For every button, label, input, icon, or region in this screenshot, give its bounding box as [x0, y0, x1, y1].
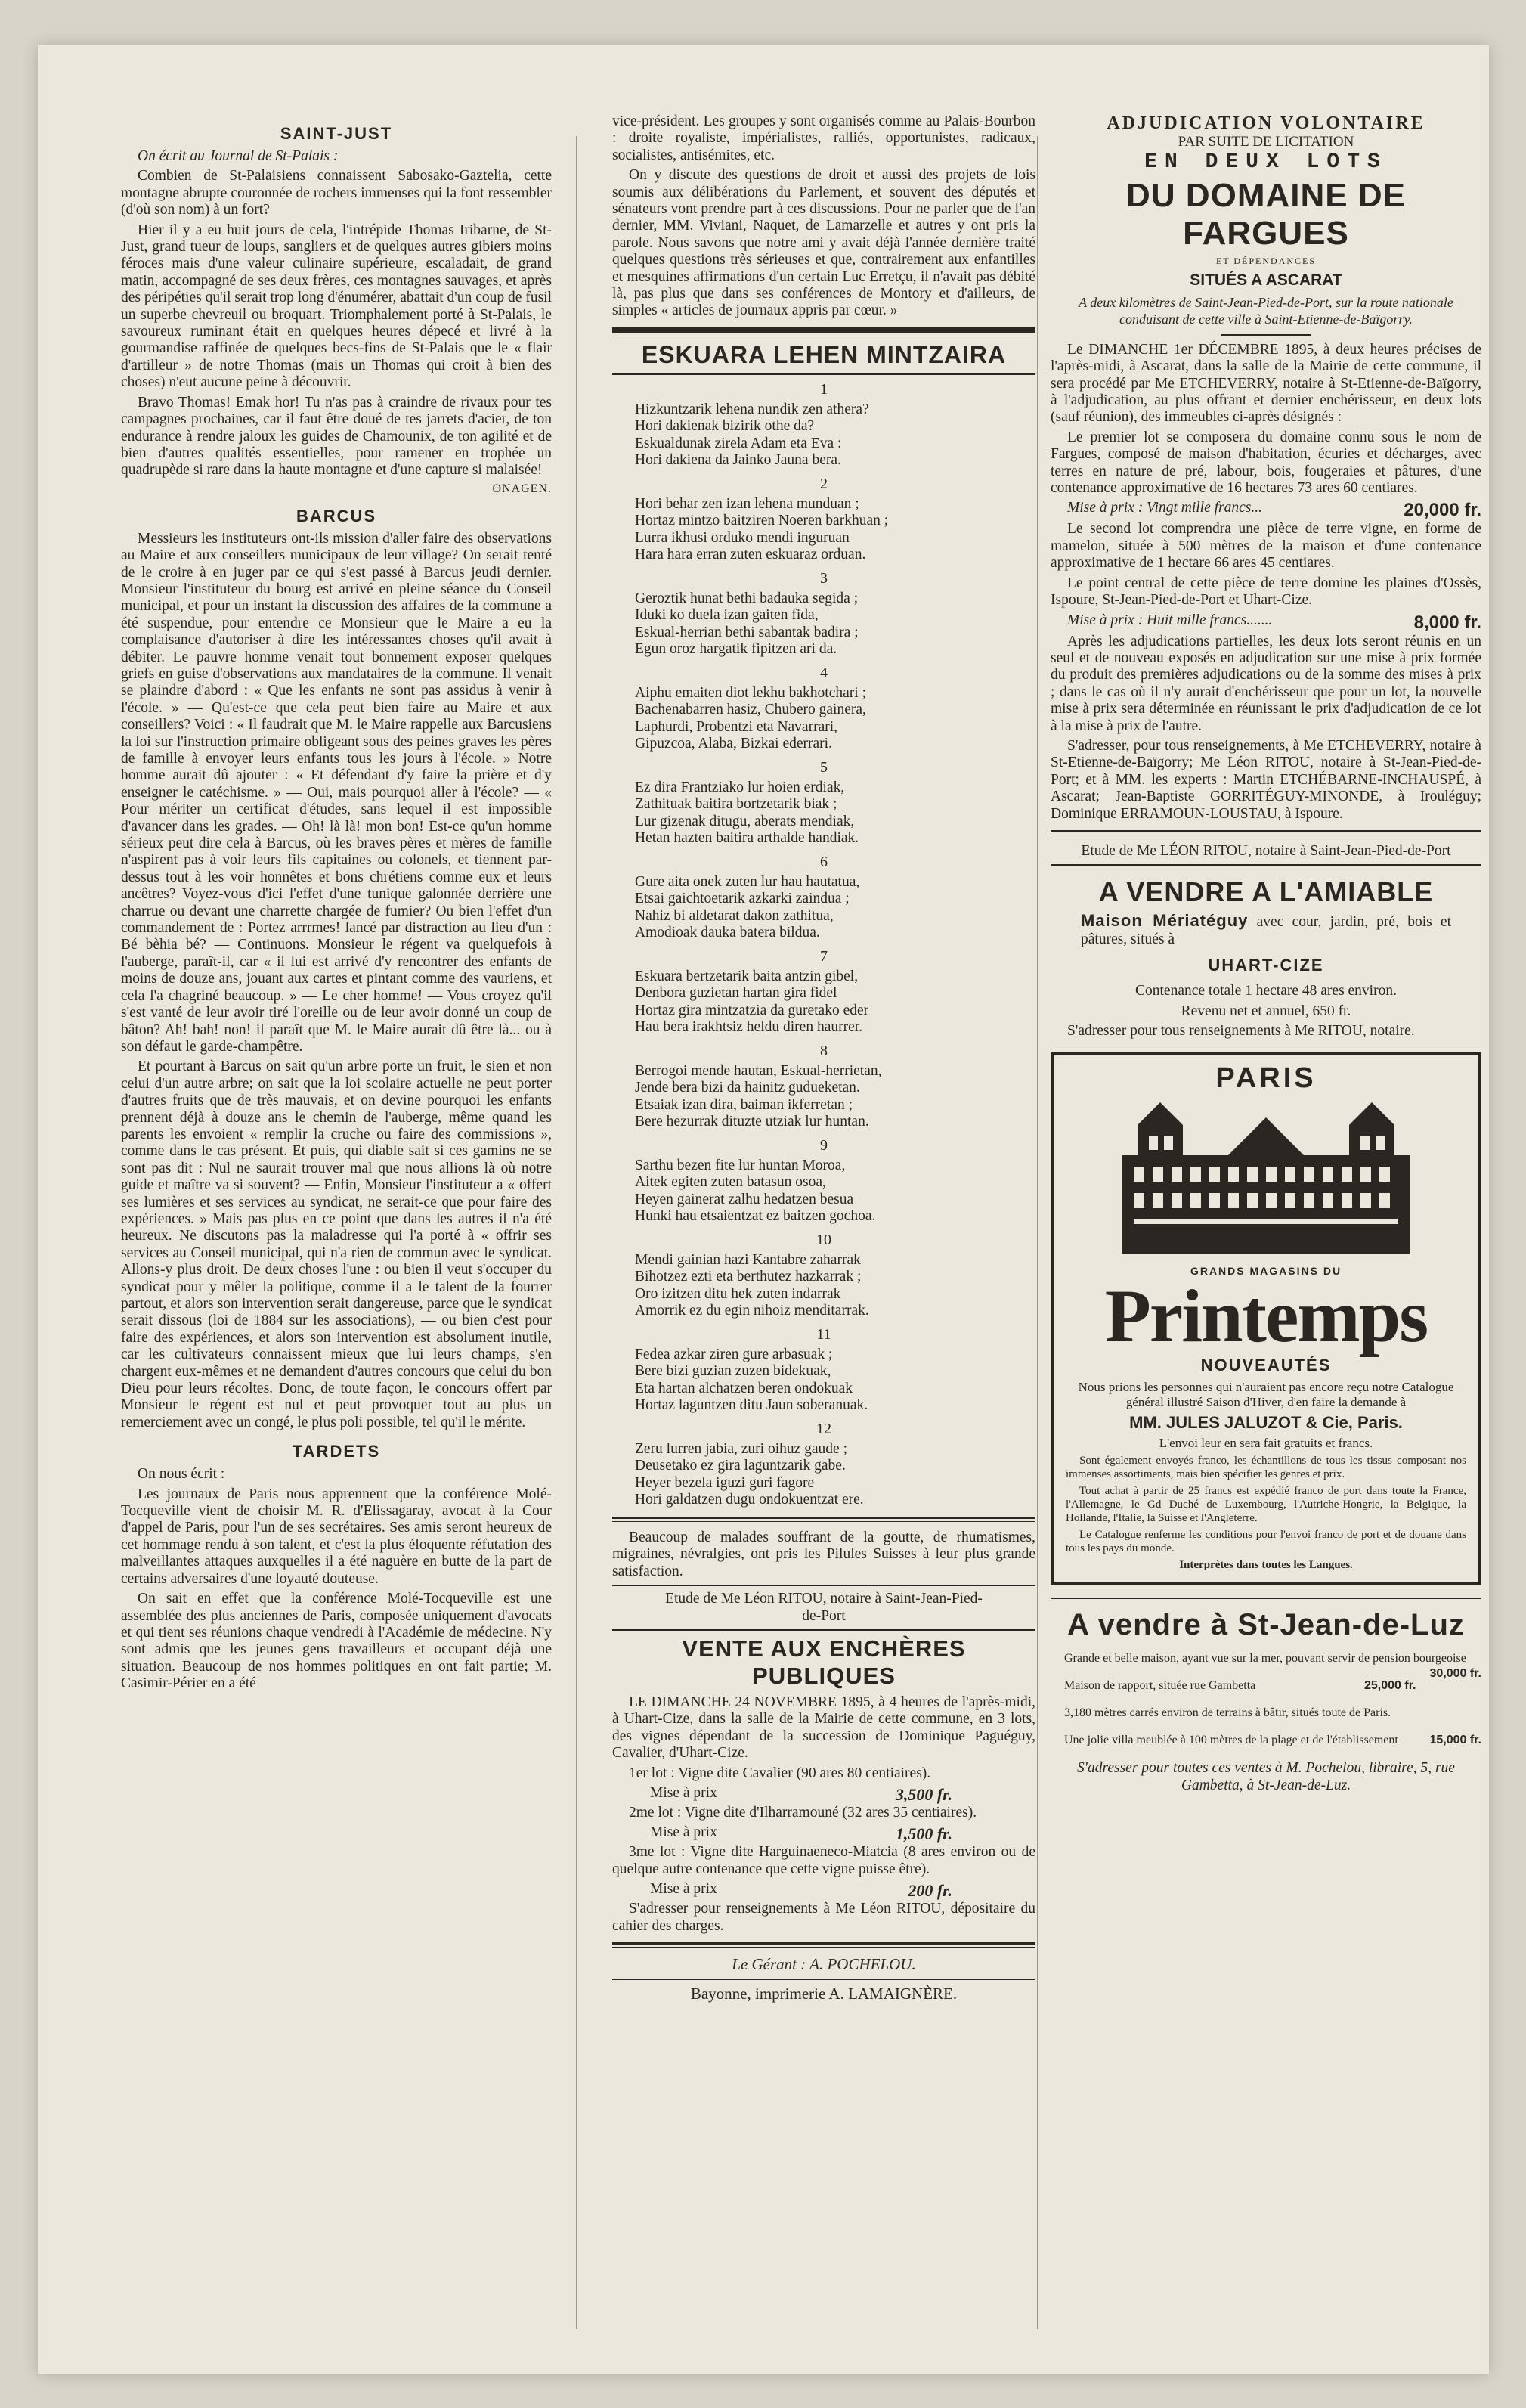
column-2: [612, 113, 1035, 2004]
poem-line: Lurra ikhusi orduko mendi inguruan: [635, 529, 850, 546]
lot1-price-row: [1051, 500, 1481, 521]
poem-line: Hara hara erran zuten eskuaraz orduan.: [635, 547, 866, 563]
price-value: 1,500 fr.: [895, 1824, 952, 1844]
sjdl-item-price: 30,000 fr.: [1429, 1667, 1481, 1681]
paragraph: Le point central de cette pièce de terre domine les plaines d'Ossès, Ispoure, St-Jean-Pied-de-Port et Uhart-Cize.: [1051, 575, 1481, 609]
divider: [1051, 830, 1481, 835]
poem-line: Hortaz gira mintzatzia da guretako eder: [635, 1002, 869, 1018]
price-label: Mise à prix: [650, 1784, 717, 1801]
stanza-number: 8: [820, 1042, 828, 1059]
price-value: 200 fr.: [908, 1881, 952, 1901]
poem-line: Hortaz mintzo baitziren Noeren barkhuan ;: [635, 513, 889, 529]
poem-line: Laphurdi, Probentzi eta Navarrari,: [635, 718, 838, 735]
price-label: Mise à prix : Huit mille francs.......: [1067, 612, 1273, 628]
stanza-number: 11: [816, 1325, 831, 1343]
poem-line: Hortaz laguntzen ditu Jaun soberanuak.: [635, 1397, 868, 1414]
poem-line: Eskualdunak zirela Adam eta Eva :: [635, 435, 842, 451]
paragraph: Les journaux de Paris nous apprennent que la conférence Molé-Tocqueville vient de choisir M. R. d'Elissagaray, avocat à la Cour d'appel de Paris, pour l'un de ses secrétaires. Ses amis seront heureux de cet hommage rendu à son talent, et c'est la plus éloquente réfutation des malveillantes attaques auxquelles il a été naguère en butte de la part de certains adversaires d'une loyauté douteuse.: [121, 1486, 552, 1587]
sjdl-item: [1051, 1706, 1481, 1721]
poem-line: Iduki ko duela izan gaiten fida,: [635, 607, 819, 624]
printemps-text: Sont également envoyés franco, les échantillons de tous les tissus composant nos immenses assortiments, mais bien spécifier les genres et prix.: [1066, 1455, 1466, 1481]
stanza-number: 12: [816, 1420, 831, 1437]
paragraph: Et pourtant à Barcus on sait qu'un arbre porte un fruit, le sien et non celui d'un autre arbre; on sait que la loi scolaire actuelle ne peut porter d'autres fruits que de très mauvais, et on devine pourquoi les enfants prennent déjà à douze ans le chemin de l'auberge, même quand les parents les envoient « remplir la cruche ou faire des commissions », comme dans le cas présent. Et puis, qui diable sait si ces gamins ne se sont pas dit : Nul ne saurait trouver mal que nous allions là où notre guide et maître va si souvent? — Enfin, Monsieur l'instituteur a « offert ses lumières et ses services au syndicat, ne serait-ce que pour faire des expériences. » Mais pas plus en ce point que dans les autres il n'a été heureux. Ne discutons pas la maladresse qui l'a porté à « offrir ses services au Conseil municipal, qui n'a rien de commun avec le syndicat. Allons-y plus droit. De deux choses l'une : ou bien il veut s'occuper du syndicat pour y mêler la politique, comme il a le talent de la fourrer partout, et alors son intervention serait dangereuse, parce que le syndicat serait dissous (loi de 1884 sur les associations), — ou bien c'est pour faire des expériences, et alors son intervention est absolument inutile, car les cultivateurs connaissent mieux que lui leurs champs, s'en chargent eux-mêmes et ne demandent d'autres concours que celui du bon Dieu pour leurs récoltes. Donc, de toute façon, le concours offert par Monsieur le régent est nul et peut provoquer tout au plus un remerciement avec un congé, le plus poli possible, tel qu'il le mérite.: [121, 1058, 552, 1430]
lot-price-row: [612, 1785, 1035, 1805]
paragraph: On écrit au Journal de St-Palais :: [138, 148, 339, 164]
lot-description: 3me lot : Vigne dite Harguinaeneco-Miatcia (8 ares environ ou de quelque autre contenance que cette vigne puisse être).: [612, 1844, 1035, 1877]
poem-line: Bachenabarren hasiz, Chubero gainera,: [635, 702, 866, 718]
poem-line: Bihotzez ezti eta berthutez hazkarrak ;: [635, 1269, 862, 1285]
paragraph: On nous écrit :: [138, 1466, 225, 1483]
printemps-text: Nous prions les personnes qui n'auraient pas encore reçu notre Catalogue général illustré Saison d'Hiver, d'en faire la demande à: [1078, 1380, 1454, 1410]
poem-line: Bere bizi guzian zuzen bidekuak,: [635, 1363, 831, 1380]
sjdl-list: [1051, 1651, 1481, 1748]
price-value: 8,000 fr.: [1413, 612, 1481, 633]
paragraph: Le DIMANCHE 1er DÉCEMBRE 1895, à deux heures précises de l'après-midi, à Ascarat, dans la salle de la Mairie de cette commune, il sera procédé par Me ETCHEVERRY, notaire à St-Etienne-de-Baïgorry, à l'adjudication, au plus offrant et dernier enchérisseur, en deux lots (sauf réunion), des immeubles ci-après désignés :: [1051, 341, 1481, 426]
paris-label: PARIS: [1215, 1062, 1317, 1095]
price-value: 20,000 fr.: [1404, 500, 1481, 521]
stanza-number: 3: [820, 569, 828, 587]
poem-line: Eskuara bertzetarik baita antzin gibel,: [635, 968, 859, 984]
sjdl-item-price: 25,000 fr.: [1364, 1679, 1416, 1693]
divider: [612, 1942, 1035, 1948]
gerant-line: Le Gérant : A. POCHELOU.: [732, 1954, 916, 1973]
amiable-adresse: S'adresser pour tous renseignements à Me RITOU, notaire.: [1067, 1023, 1415, 1039]
imprimerie-line: Bayonne, imprimerie A. LAMAIGNÈRE.: [690, 1984, 958, 2003]
etude-line: Etude de Me Léon RITOU, notaire à Saint-Jean-Pied-de-Port: [665, 1591, 983, 1624]
amiable-desc: avec cour, jardin, pré, bois et pâtures, situés à: [1081, 914, 1452, 947]
poem-line: Jende bera bizi da hainitz gudueketan.: [635, 1080, 860, 1096]
section-title-tardets: TARDETS: [292, 1442, 381, 1461]
poem-line: Gipuzcoa, Alaba, Bizkai ederrari.: [635, 736, 832, 752]
vente-outro: S'adresser pour renseignements à Me Léon RITOU, dépositaire du cahier des charges.: [612, 1901, 1035, 1934]
stanza-number: 2: [820, 475, 828, 492]
paragraph: Après les adjudications partielles, les deux lots seront réunis en un seul et de nouveau exposés en adjudication sur une mise à prix formée du produit des premières adjudications ou de la somme des mises à prix ; dans le cas où il n'y aurait d'enchérisseur que pour un lot, la nouvelle mise à prix sera déterminée en réunissant le prix d'adjudication de ce lot à la mise à prix de l'autre.: [1051, 633, 1481, 734]
amiable-location: UHART-CIZE: [1208, 956, 1324, 975]
sjdl-item: [1051, 1651, 1481, 1681]
lot-description: 1er lot : Vigne dite Cavalier (90 ares 80 centiaires).: [629, 1765, 931, 1781]
printemps-text: L'envoi leur en sera fait gratuits et francs.: [1159, 1436, 1373, 1451]
adjudication-situes: SITUÉS A ASCARAT: [1190, 271, 1342, 289]
column-1: [121, 113, 552, 1696]
section-title-saint-just: SAINT-JUST: [280, 124, 393, 143]
poem-line: Berrogoi mende hautan, Eskual-herrietan,: [635, 1062, 882, 1079]
department-store-illustration-icon: [1066, 1095, 1466, 1261]
adjudication-title: DU DOMAINE DE FARGUES: [1126, 177, 1406, 252]
poem-line: Hau bera irakhtsiz heldu diren haurrer.: [635, 1019, 863, 1036]
amiable-contenance: Contenance totale 1 hectare 48 ares environ.: [1135, 983, 1397, 999]
paragraph: On y discute des questions de droit et aussi des projets de lois soumis aux délibérations du Parlement, et souvent des députés et sénateurs vont prendre part à ces discussions. Pour ne parler que de l'an dernier, MM. Viviani, Naquet, de Lamarzelle et autres y ont pris la parole. Nous savons que notre ami y avait déjà l'année dernière traité quelques questions très sérieuses et que, contrairement aux enfantilles et mesquines affirmations d'un certain Luc Erretçu, il n'avait pas débité là, pas plus que dans ses conférences de Montory et d'ailleurs, de simples « articles de journaux appris par cœur. »: [612, 167, 1035, 319]
divider: [1221, 334, 1311, 336]
poem-line: Geroztik hunat bethi badauka segida ;: [635, 590, 859, 606]
lot-price-row: [612, 1881, 1035, 1901]
column-divider: [576, 136, 577, 2329]
signature: ONAGEN.: [492, 482, 552, 495]
poem-line: Hetan hazten baitira arthalde handiak.: [635, 830, 859, 847]
adjudication-dependances: ET DÉPENDANCES: [1215, 256, 1317, 266]
poem-line: Hori dakiena da Jainko Jauna bera.: [635, 452, 841, 469]
lot-price-row: [612, 1824, 1035, 1844]
paragraph: Bravo Thomas! Emak hor! Tu n'as pas à craindre de rivaux pour tes campagnes prochaines, car il faut être doué de tes jarrets d'acier, de ton endurance à rendre jaloux les guides de Chamounix, de ton agilité et de bien d'autres qualités essentielles, pour ramener en trophée un quadrupède si rare dans la haute montagne et d'une capture si malaisée!: [121, 394, 552, 479]
poem-line: Ez dira Frantziako lur hoien erdiak,: [635, 779, 845, 795]
poem-line: Hizkuntzarik lehena nundik zen athera?: [635, 401, 869, 417]
amiable-title: A VENDRE A L'AMIABLE: [1098, 876, 1434, 908]
amiable-revenu: Revenu net et annuel, 650 fr.: [1181, 1003, 1351, 1019]
sjdl-adresse: S'adresser pour toutes ces ventes à M. Pochelou, libraire, 5, rue Gambetta, à St-Jean-de-Luz.: [1077, 1760, 1455, 1793]
sjdl-item-text: Une jolie villa meublée à 100 mètres de la plage et de l'établissement: [1064, 1734, 1398, 1747]
printemps-ad: [1051, 1052, 1481, 1585]
divider: [612, 1629, 1035, 1631]
poem-line: Lur gizenak ditugu, aberats mendiak,: [635, 813, 855, 829]
poem-line: Nahiz bi aldetarat dakon zathitua,: [635, 907, 834, 924]
poem-line: Bere hezurrak dituzte utziak lur huntan.: [635, 1114, 869, 1130]
poem-title: ESKUARA LEHEN MINTZAIRA: [641, 340, 1007, 368]
price-value: 3,500 fr.: [895, 1784, 952, 1804]
poem-line: Heyen gainerat zalhu hedatzen besua: [635, 1191, 854, 1207]
poem-line: Denbora guzietan hartan gira fidel: [635, 985, 837, 1002]
poem-line: Aitek egiten zuten batasun osoa,: [635, 1174, 826, 1191]
divider: [612, 1585, 1035, 1586]
nouveautes-label: NOUVEAUTÉS: [1200, 1356, 1332, 1375]
poem-line: Hori dakienak bizirik othe da?: [635, 418, 815, 435]
divider: [612, 1517, 1035, 1522]
poem-line: Sarthu bezen fite lur huntan Moroa,: [635, 1157, 846, 1173]
pills-notice: Beaucoup de malades souffrant de la goutte, de rhumatismes, migraines, névralgies, ont pris les Pilules Suisses à leur plus grande satisfaction.: [612, 1529, 1035, 1579]
stanza-number: 10: [816, 1231, 831, 1248]
price-label: Mise à prix: [650, 1881, 717, 1898]
printemps-text: Tout achat à partir de 25 francs est expédié franco de port dans toute la France, l'Allemagne, le Gd Duché de Luxembourg, l'Autriche-Hongrie, la Belgique, la Hollande, l'Italie, la Suisse et l'Angleterre.: [1066, 1485, 1466, 1525]
jaluzot-name: MM. JULES JALUZOT & Cie, Paris.: [1129, 1413, 1403, 1433]
stanza-number: 7: [820, 947, 828, 965]
newspaper-page: [38, 45, 1489, 2374]
adjudication-subline: PAR SUITE DE LICITATION: [1178, 134, 1354, 150]
paragraph: Hier il y a eu huit jours de cela, l'intrépide Thomas Iribarne, de St-Just, grand tueur de loups, sangliers et de quelques autres gibiers moins féroces mais d'une valeur culinaire supérieure, escaladait, de grand matin, accompagné de ses deux frères, ces montagnes sauvages, et après des péripéties qu'il serait trop long d'énumérer, abattait d'un coup de fusil un superbe chevreuil ou broquart. Triomphalement porté à St-Palais, le savoureux ruminant était en quelques heures dépecé et livré à la gourmandise raffinée de quelques becs-fins de St-Palais que le « flair d'artilleur » de notre Thomas (mais un Thomas qui croit à bien des choses) n'eut aucune peine à découvrir.: [121, 222, 552, 391]
poem-line: Deusetako ez gira laguntzarik gabe.: [635, 1458, 846, 1474]
column-divider: [1037, 136, 1038, 2329]
sjdl-title: A vendre à St-Jean-de-Luz: [1067, 1608, 1465, 1642]
paragraph: On sait en effet que la conférence Molé-Tocqueville est une assemblée des plus anciennes de Paris, composée uniquement d'avocats et qui tient ses réunions chaque vendredi à l'Académie de médecine. N'y sont admis que les jeunes gens travailleurs et occupant déjà une situation. Beaucoup de nos hommes politiques en ont fait partie; M. Casimir-Périer en a été: [121, 1591, 552, 1692]
poem-line: Zeru lurren jabia, zuri oihuz gaude ;: [635, 1440, 848, 1457]
divider: [1051, 864, 1481, 866]
column-3: [1051, 113, 1481, 1797]
divider: [612, 373, 1035, 375]
poem-line: Fedea azkar ziren gure arbasuak ;: [635, 1346, 833, 1362]
poem-line: Etsaiak izan dira, baiman ikferretan ;: [635, 1096, 853, 1113]
poem-line: Gure aita onek zuten lur hau hautatua,: [635, 873, 860, 890]
sjdl-item-text: 3,180 mètres carrés environ de terrains à bâtir, situés toute de Paris.: [1064, 1706, 1391, 1720]
stanza-number: 4: [820, 664, 828, 681]
amiable-description: [1051, 908, 1481, 948]
poem-line: Oro izitzen ditu hek zuten indarrak: [635, 1285, 841, 1302]
paragraph: S'adresser, pour tous renseignements, à Me ETCHEVERRY, notaire à St-Etienne-de-Baïgorry; Me Léon RITOU, notaire à St-Jean-Pied-de-Port; et à MM. les experts : Martin ETCHÉBARNE-INCHAUSPÉ, à Ascarat; Jean-Baptiste GORRITÉGUY-MINONDE, à Irouléguy; Dominique ERRAMOUN-LOUSTAU, à Ispoure.: [1051, 737, 1481, 822]
adjudication-lots: EN DEUX LOTS: [1144, 150, 1388, 174]
poem-line: Amodioak dauka batera bildua.: [635, 925, 820, 941]
lot-description: 2me lot : Vigne dite d'Ilharramouné (32 ares 35 centiaires).: [629, 1804, 977, 1821]
vente-title: VENTE AUX ENCHÈRES PUBLIQUES: [682, 1635, 966, 1689]
printemps-text: Le Catalogue renferme les conditions pour l'envoi franco de port et de douane dans tous les pays du monde.: [1066, 1529, 1466, 1555]
poem-line: Hori behar zen izan lehena munduan ;: [635, 495, 859, 512]
sjdl-item-price: 15,000 fr.: [1429, 1734, 1481, 1747]
price-label: Mise à prix: [650, 1824, 717, 1841]
section-title-barcus: BARCUS: [296, 506, 377, 525]
amiable-maison: Maison Mériatéguy: [1081, 911, 1249, 931]
paragraph: Le premier lot se composera du domaine connu sous le nom de Fargues, composé de maison d'habitation, écuries et décharges, avec terres en nature de pré, labour, bois, fougeraies et pâtures, d'une contenance approximative de 16 hectares 73 ares 60 centiares.: [1051, 429, 1481, 497]
poem-line: Zathituak baitira bortzetarik biak ;: [635, 796, 837, 813]
stanza-number: 9: [820, 1136, 828, 1154]
poem-line: Etsai gaichtoetarik azkarki zaindua ;: [635, 891, 850, 907]
paragraph: Combien de St-Palaisiens connaissent Sabosako-Gaztelia, cette montagne abrupte couronnée de rochers immenses qui la font ressembler (d'où son nom) à un fort?: [121, 168, 552, 218]
sjdl-item: [1051, 1733, 1481, 1748]
stanza-number: 1: [820, 380, 828, 398]
poem-line: Amorrik ez du egin nihoiz menditarrak.: [635, 1303, 869, 1319]
poem-line: Hunki hau etsaientzat ez baitzen gochoa.: [635, 1208, 876, 1225]
grands-magasins-label: GRANDS MAGASINS DU: [1190, 1265, 1342, 1278]
lot2-price-row: [1051, 612, 1481, 634]
poem-line: Egun oroz hargatik fipitzen ari da.: [635, 641, 837, 658]
poem-line: Mendi gainian hazi Kantabre zaharrak: [635, 1251, 861, 1268]
vente-intro: LE DIMANCHE 24 NOVEMBRE 1895, à 4 heures de l'après-midi, à Uhart-Cize, dans la salle de la Mairie de cette commune, en 3 lots, des vignes dépendant de la succession de Dominique Paguéguy, Cavalier, d'Uhart-Cize.: [612, 1694, 1035, 1762]
sjdl-item-text: Maison de rapport, située rue Gambetta: [1064, 1679, 1256, 1693]
poem-line: Hori galdatzen dugu ondokuentzat ere.: [635, 1492, 864, 1508]
poem-line: Aiphu emaiten diot lekhu bakhotchari ;: [635, 684, 866, 701]
stanza-number: 6: [820, 853, 828, 870]
paragraph: vice-président. Les groupes y sont organisés comme au Palais-Bourbon : droite royaliste, impérialistes, ralliés, opportunistes, radicaux, socialistes, antisémites, etc.: [612, 113, 1035, 163]
stanza-number: 5: [820, 758, 828, 776]
printemps-title: Printemps: [1104, 1274, 1428, 1359]
poem-line: Eta hartan alchatzen beren ondokuak: [635, 1380, 853, 1396]
adjudication-location: A deux kilomètres de Saint-Jean-Pied-de-Port, sur la route nationale conduisant de cette ville à Saint-Etienne-de-Baïgorry.: [1079, 295, 1453, 327]
poem-line: Heyer bezela iguzi guri fagore: [635, 1474, 815, 1491]
sjdl-item-text: Grande et belle maison, ayant vue sur la mer, pouvant servir de pension bourgeoise: [1064, 1652, 1466, 1666]
divider: [612, 327, 1035, 333]
etude-line: Etude de Me LÉON RITOU, notaire à Saint-Jean-Pied-de-Port: [1081, 842, 1451, 859]
adjudication-line: ADJUDICATION VOLONTAIRE: [1107, 113, 1425, 133]
divider: [612, 1979, 1035, 1980]
poem-line: Eskual-herrian bethi sabantak badira ;: [635, 624, 859, 640]
price-label: Mise à prix : Vingt mille francs...: [1067, 500, 1262, 516]
paragraph: Messieurs les instituteurs ont-ils mission d'aller faire des observations au Maire et aux conseillers municipaux de leur village? On serait tenté de le croire à en juger par ce qui s'est passé à Barcus jeudi dernier. Monsieur l'instituteur du bourg est arrivé en pleine séance du Conseil municipal, et pour un instant la discussion des affaires de la commune a été suspendue, pour entendre ce Monsieur que le Maire a eu la complaisance d'autoriser à dire les intéressantes choses qu'il avait à débiter. Le pauvre homme venait tout bonnement exposer quelques griefs en guise d'observations aux mandataires de la commune. Il venait se plaindre d'abord : « Que les enfants ne sont pas assidus à venir à l'école. » — Qu'est-ce que cela peut bien faire au Maire et aux conseillers? Voici : « Il faudrait que M. le Maire rappelle aux Barcusiens la loi sur l'instruction primaire obligeant sous des peines graves les pères de famille à envoyer leurs enfants tous les jours à l'école. » Notre homme aurait dû ajouter : « Et défendant d'y faire la prière et d'y enseigner le catéchisme. » — Oui, mais pourquoi aller à l'école? — « Pour mériter un certificat d'études, sans lequel il est impossible d'avancer dans les grades. — Oh! là là! mon bon! Est-ce qu'un homme sérieux peut dire cela à Barcus, où les braves pères et mères de famille n'aspirent pas à voir leurs fils capitaines ou colonels, et tiennent par-dessus tout à les voir honnêtes et bons chrétiens comme eux et leurs ancêtres? Voyez-vous d'ici l'effet d'une tunique galonnée derrière une charrue ou devant une charrette chargée de fumier? Ou bien l'effet d'un commandement de : Portez arrrmes! lancé par distraction au lieu d'un : Bé bèhia bé? — Continuons. Monsieur le régent va quelquefois à l'auberge, paraît-il, car « il lui est arrivé d'y rencontrer des enfants de moins de douze ans, jouant aux cartes et pintant comme des vauriens, et cela l'a chagriné beaucoup. » — Le cher homme! — Vous croyez qu'il s'est vanté de leur avoir tiré l'oreille ou de leur avoir donné un coup de bâton? Ah! bah! non! il paraît que M. le Maire aurait dû être là... ou à son défaut le garde-champêtre.: [121, 530, 552, 1055]
poem: [612, 381, 1035, 1509]
divider: [1051, 1598, 1481, 1599]
printemps-text: Interprètes dans toutes les Langues.: [1179, 1559, 1353, 1572]
paragraph: Le second lot comprendra une pièce de terre vigne, en forme de mamelon, située à 500 mètres de la maison et d'une contenance approximative de 1 hectare 66 ares 45 centiares.: [1051, 521, 1481, 572]
